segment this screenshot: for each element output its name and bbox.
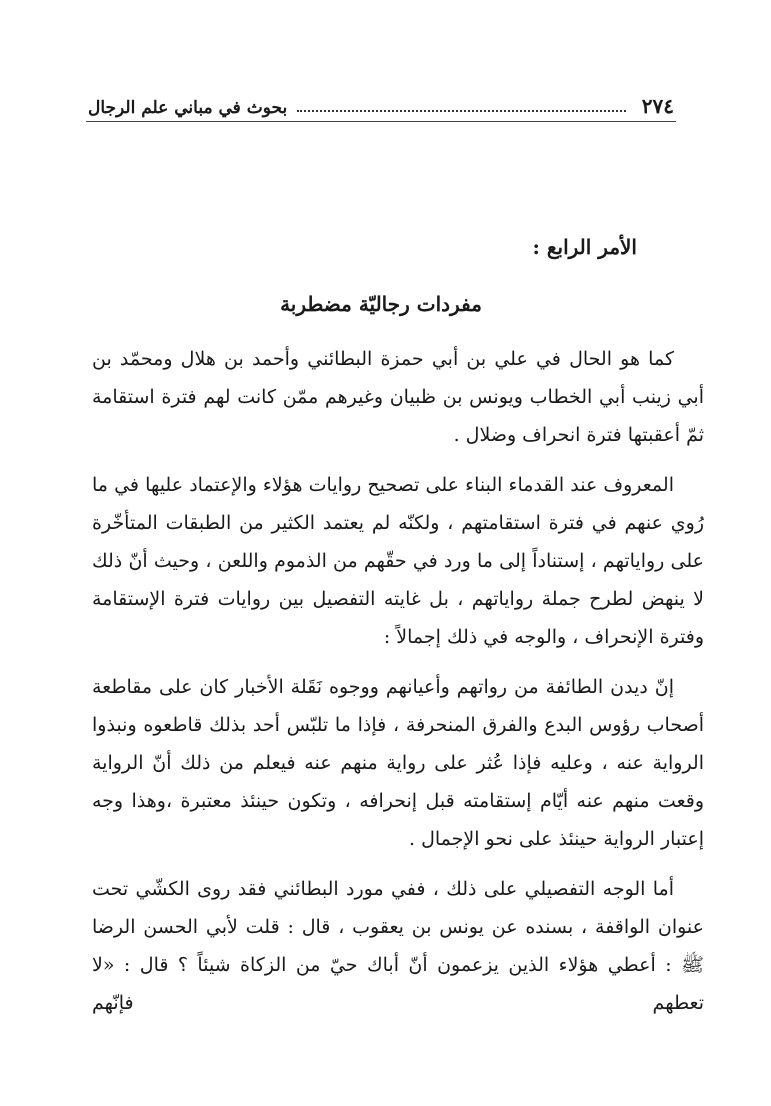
paragraph-1: كما هو الحال في علي بن أبي حمزة البطائني وأحمد بن هلال ومحمّد بن أبي زينب أبي الخطاب ويونس بن ظبيان وغيرهم ممّن كانت لهم فترة استقامة ثمّ أعقبتها فترة انحراف وضلال .	[92, 348, 704, 446]
paragraph-4: أما الوجه التفصيلي على ذلك ، ففي مورد البطائني فقد روى الكشّي تحت عنوان الواقفة ، بسنده عن يونس بن يعقوب ، قال : قلت لأبي الحسن الرضا ﷺ : أعطي هؤلاء الذين يزعمون أنّ أباك حيّ من الزكاة شيئاً ؟ قال : «لا تعطهم فإنّهم	[92, 878, 704, 1014]
paragraph-3: إنّ ديدن الطائفة من رواتهم وأعيانهم ووجوه نَقَلة الأخبار كان على مقاطعة أصحاب رؤوس البدع والفرق المنحرفة ، فإذا ما تلبّس أحد بذلك قاطعوه ونبذوا الرواية عنه ، وعليه فإذا عُثر على رواية منهم عنه فيعلم من ذلك أنّ الرواية وقعت منهم عنه أيّام إستقامته قبل إنحرافه ، وتكون حينئذ معتبرة ،وهذا وجه إعتبار الرواية حينئذ على نحو الإجمال .	[92, 676, 704, 850]
section-subheading: مفردات رجاليّة مضطربة	[280, 292, 482, 316]
book-title: بحوث في مباني علم الرجال	[88, 98, 288, 118]
page-number: ٢٧٤	[641, 94, 674, 118]
body-text	[92, 340, 704, 1022]
paragraph-2: المعروف عند القدماء البناء على تصحيح روايات هؤلاء والإعتماد عليها في ما رُوي عنهم في فترة استقامتهم ، ولكنّه لم يعتمد الكثير من الطبقات المتأخّرة على رواياتهم ، إستناداً إلى ما ورد في حقّهم من الذموم واللعن ، وحيث أنّ ذلك لا ينهض لطرح جملة رواياتهم ، بل غايته التفصيل بين روايات فترة الإستقامة وفترة الإنحراف ، والوجه في ذلك إجمالاً :	[92, 474, 704, 648]
running-header	[88, 82, 674, 118]
section-heading: الأمر الرابع :	[532, 235, 637, 259]
header-divider	[86, 121, 676, 122]
header-dot-leader	[297, 109, 626, 112]
